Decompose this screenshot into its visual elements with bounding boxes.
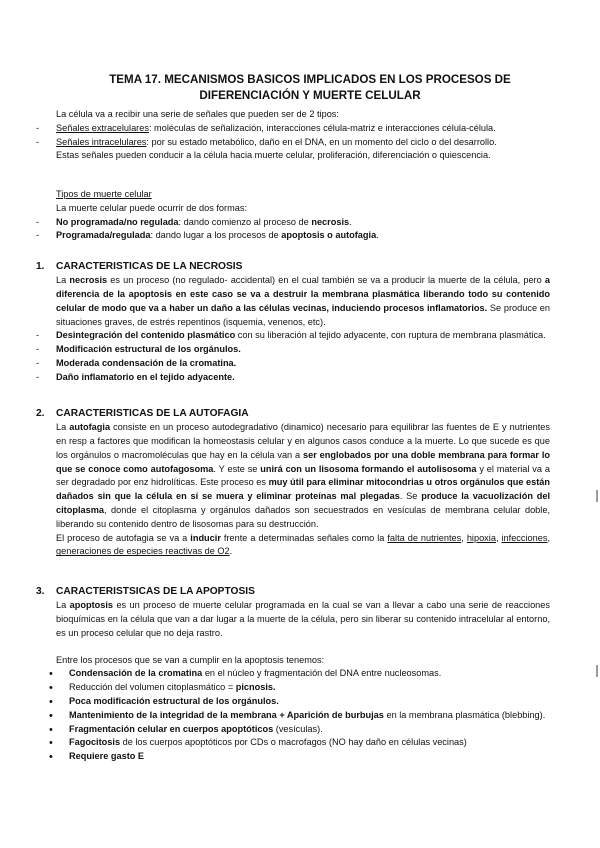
death-types-section xyxy=(36,188,550,243)
title-line-1: TEMA 17. MECANISMOS BASICOS IMPLICADOS EN LOS PROCESOS DE xyxy=(109,73,511,86)
list-item: • Requiere gasto E xyxy=(36,750,550,764)
list-item: - Modificación estructural de los orgánulos. xyxy=(36,343,550,357)
paragraph: La autofagia consiste en un proceso autodegradativo (dinamico) necesario para equilibrar las fuentes de E y nutrientes en resp a factores que modifican la homeostasis celular y en algunos casos conduce a la muerte. Lo que sucede es que los orgánulos o macromoléculas que hay en la célula van a ser englobados por una doble membrana para formar lo que se conoce como autofagosoma. Y este se unirá con un lisosoma formando el autolisosoma y el material va a ser degradado por enz hidrolíticas. Este proceso es muy útil para eliminar mitocondrias u otros orgánulos que están dañados sin que la célula en sí se muera y eliminar proteínas mal plegadas. Se produce la vacuolización del citoplasma, donde el citoplasma y orgánulos dañados son secuestrados en vesículas de membrana celular doble, liberando su contenido dentro de lisosomas para su destrucción. xyxy=(56,422,551,529)
section-heading: 2. CARACTERISTICAS DE LA AUTOFAGIA xyxy=(36,408,249,419)
list-item: - Señales extracelulares: moléculas de señalización, interacciones célula-matriz e interacciones célula-célula. xyxy=(36,122,550,136)
apoptosis-features-list xyxy=(36,667,550,764)
list-item: • Fragmentación celular en cuerpos apoptóticos (vesículas). xyxy=(36,723,550,737)
list-item: • Fagocitosis de los cuerpos apoptóticos por CDs o macrofagos (NO hay daño en células vecinas) xyxy=(36,736,550,750)
list-item: • Mantenimiento de la integridad de la membrana + Aparición de burbujas en la membrana plasmática (blebbing). xyxy=(36,709,550,723)
apoptosis-section xyxy=(36,584,550,764)
apoptosis-lead: Entre los procesos que se van a cumplir en la apoptosis tenemos: xyxy=(56,654,325,665)
scan-mark xyxy=(596,490,598,502)
section-heading: 1. CARACTERISTICAS DE LA NECROSIS xyxy=(36,261,243,272)
list-item: - Programada/regulada: dando lugar a los procesos de apoptosis o autofagia. xyxy=(36,229,550,243)
section-heading: 3. CARACTERISTSICAS DE LA APOPTOSIS xyxy=(36,586,255,597)
list-item: - Daño inflamatorio en el tejido adyacente. xyxy=(36,371,550,385)
title-line-2: DIFERENCIACIÓN Y MUERTE CELULAR xyxy=(199,89,421,103)
list-item: • Condensación de la cromatina en el núcleo y fragmentación del DNA entre nucleosomas. xyxy=(36,667,550,681)
page-title xyxy=(60,72,560,105)
term: Señales extracelulares xyxy=(56,122,149,133)
list-item: • Reducción del volumen citoplasmático = picnosis. xyxy=(36,681,550,695)
paragraph: La apoptosis es un proceso de muerte celular programada en la cual se van a llevar a cabo una serie de reacciones bioquímicas en la célula que van a dar lugar a la muerte de la célula, pero sin liberar su contenido intracelular al entorno, es un proceso celular que no deja rastro. xyxy=(56,600,550,638)
intro-section xyxy=(36,108,550,163)
necrosis-section xyxy=(36,259,550,385)
list-item: - Desintegración del contenido plasmático con su liberación al tejido adyacente, con ruptura de membrana plasmática. xyxy=(36,329,550,343)
list-item: - No programada/no regulada: dando comienzo al proceso de necrosis. xyxy=(36,216,550,230)
scan-mark xyxy=(596,665,598,677)
list-item: • Poca modificación estructural de los orgánulos. xyxy=(36,695,550,709)
intro-lead: La célula va a recibir una serie de señales que pueden ser de 2 tipos: xyxy=(56,109,339,119)
signal-types-list xyxy=(36,122,550,150)
subheading: Tipos de muerte celular xyxy=(56,189,152,199)
paragraph: La necrosis es un proceso (no regulado- accidental) en el cual también se va a producir la muerte de la célula, pero a diferencia de la apoptosis en este caso se va a destruir la membrana plasmática liberando todo su contenido celular de modo que va a haber un daño a las células vecinas, induciendo procesos inflamatorios. Se produce en situaciones graves, de estrés repentinos (isquemia, venenos, etc). xyxy=(56,275,550,327)
types-lead: La muerte celular puede ocurrir de dos formas: xyxy=(56,202,247,213)
autophagy-section xyxy=(36,406,550,559)
death-types-list xyxy=(36,216,550,244)
list-item: - Moderada condensación de la cromatina. xyxy=(36,357,550,371)
intro-closing: Estas señales pueden conducir a la célula hacia muerte celular, proliferación, diferenciación o quiescencia. xyxy=(56,150,491,161)
list-item: - Señales intracelulares: por su estado metabólico, daño en el DNA, en un momento del ciclo o del desarrollo. xyxy=(36,136,550,150)
necrosis-features-list xyxy=(36,329,550,384)
paragraph: El proceso de autofagia se va a inducir frente a determinadas señales como la falta de nutrientes, hipoxia, infecciones, generaciones de especies reactivas de O2. xyxy=(56,532,551,557)
term: Señales intracelulares xyxy=(56,136,147,147)
